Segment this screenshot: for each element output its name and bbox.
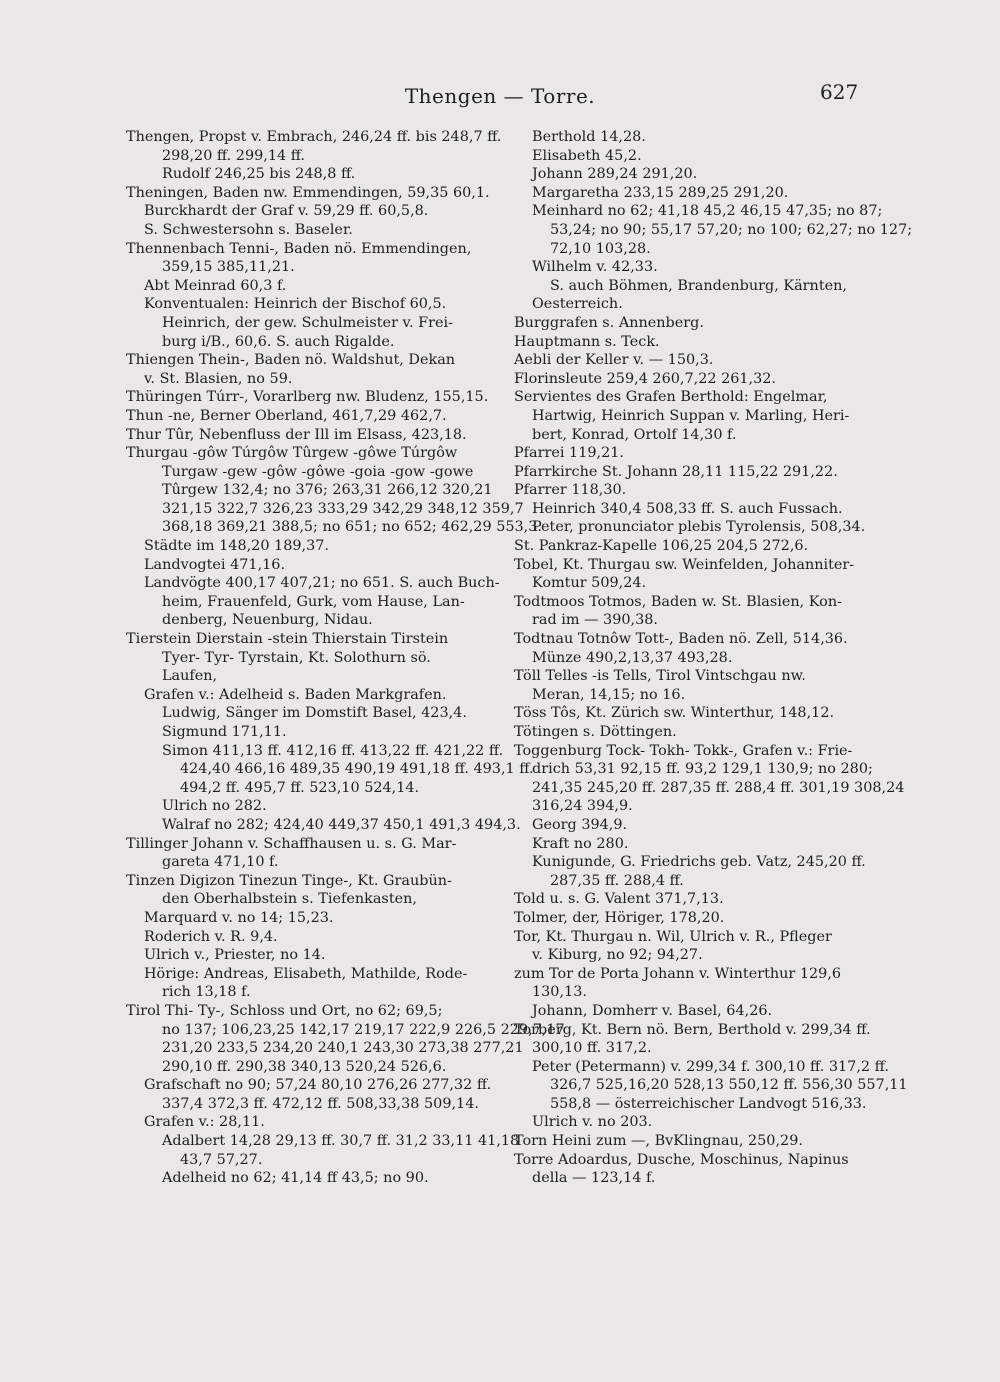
index-entry-line: burg i/B., 60,6. S. auch Rigalde. bbox=[162, 333, 395, 350]
index-entry-line: 231,20 233,5 234,20 240,1 243,30 273,38 277,21 bbox=[162, 1040, 524, 1057]
index-entry-line: Torberg, Kt. Bern nö. Bern, Berthold v. 299,34 ff. bbox=[514, 1021, 871, 1038]
index-entry-line: 290,10 ff. 290,38 340,13 520,24 526,6. bbox=[162, 1058, 447, 1075]
index-entry-line: no 137; 106,23,25 142,17 219,17 222,9 226,5 229,7,17 bbox=[162, 1021, 565, 1038]
index-entry-line: Told u. s. G. Valent 371,7,13. bbox=[514, 891, 724, 908]
index-entry-line: Rudolf 246,25 bis 248,8 ff. bbox=[162, 166, 356, 183]
index-entry-line: Heinrich 340,4 508,33 ff. S. auch Fussach. bbox=[532, 500, 843, 517]
index-entry-line: 300,10 ff. 317,2. bbox=[532, 1040, 652, 1057]
index-entry-line: Todtnau Totnôw Tott-, Baden nö. Zell, 514,36. bbox=[514, 631, 848, 648]
index-entry-line: 359,15 385,11,21. bbox=[162, 259, 295, 276]
index-entry-line: Roderich v. R. 9,4. bbox=[144, 928, 278, 945]
index-entry-line: Ulrich no 282. bbox=[162, 798, 267, 815]
index-entry-line: Thüringen Túrr-, Vorarlberg nw. Bludenz, 155,15. bbox=[126, 389, 489, 406]
index-entry-line: Töll Telles -is Tells, Tirol Vintschgau nw. bbox=[514, 668, 806, 685]
index-entry-line: Thurgau -gôw Túrgôw Tûrgew -gôwe Túrgôw bbox=[126, 445, 458, 462]
index-entry-line: Tobel, Kt. Thurgau sw. Weinfelden, Johanniter- bbox=[514, 556, 855, 573]
index-entry-line: Laufen, bbox=[162, 668, 218, 685]
index-entry-line: Tillinger Johann v. Schaffhausen u. s. G. Mar- bbox=[126, 835, 457, 852]
index-entry-line: 130,13. bbox=[532, 984, 587, 1001]
index-entry-line: Tyer- Tyr- Tyrstain, Kt. Solothurn sö. bbox=[162, 649, 431, 666]
index-entry-line: S. Schwestersohn s. Baseler. bbox=[144, 221, 353, 238]
index-entry-line: 326,7 525,16,20 528,13 550,12 ff. 556,30 557,11 bbox=[550, 1077, 908, 1094]
index-entry-line: S. auch Böhmen, Brandenburg, Kärnten, bbox=[550, 277, 847, 294]
index-entry-line: Thennenbach Tenni-, Baden nö. Emmendingen, bbox=[126, 240, 472, 257]
index-entry-line: Hörige: Andreas, Elisabeth, Mathilde, Rode- bbox=[144, 965, 468, 982]
index-entry-line: Landvögte 400,17 407,21; no 651. S. auch Buch- bbox=[144, 575, 500, 592]
index-entry-line: zum Tor de Porta Johann v. Winterthur 129,6 bbox=[514, 965, 842, 982]
index-entry-line: Georg 394,9. bbox=[532, 816, 628, 833]
index-entry-line: Adelheid no 62; 41,14 ff 43,5; no 90. bbox=[162, 1170, 429, 1187]
index-entry-line: Thur Tûr, Nebenfluss der Ill im Elsass, 423,18. bbox=[126, 426, 467, 443]
index-entry-line: Ludwig, Sänger im Domstift Basel, 423,4. bbox=[162, 705, 467, 722]
index-entry-line: Johann, Domherr v. Basel, 64,26. bbox=[532, 1002, 773, 1019]
index-entry-line: Thiengen Thein-, Baden nö. Waldshut, Dekan bbox=[126, 352, 456, 369]
index-entry-line: 424,40 466,16 489,35 490,19 491,18 ff. 493,1 ff. bbox=[180, 761, 534, 778]
index-entry-line: Marquard v. no 14; 15,23. bbox=[144, 909, 334, 926]
index-entry-line: 53,24; no 90; 55,17 57,20; no 100; 62,27; no 127; bbox=[550, 221, 913, 238]
index-entry-line: denberg, Neuenburg, Nidau. bbox=[162, 612, 373, 629]
index-entry-line: Thengen, Propst v. Embrach, 246,24 ff. bis 248,7 ff. bbox=[126, 129, 502, 145]
index-entry-line: Tolmer, der, Höriger, 178,20. bbox=[514, 909, 725, 926]
index-entry-line: Florinsleute 259,4 260,7,22 261,32. bbox=[514, 370, 777, 387]
index-entry-line: 43,7 57,27. bbox=[180, 1151, 263, 1168]
index-entry-line: Pfarrei 119,21. bbox=[514, 445, 624, 462]
index-entry-line: 298,20 ff. 299,14 ff. bbox=[162, 147, 305, 164]
index-entry-line: rich 13,18 f. bbox=[162, 984, 251, 1001]
index-entry-line: Abt Meinrad 60,3 f. bbox=[144, 277, 287, 294]
index-entry-line: Todtmoos Totmos, Baden w. St. Blasien, Kon- bbox=[514, 593, 842, 610]
index-entry-line: Elisabeth 45,2. bbox=[532, 147, 642, 164]
index-entry-line: Meinhard no 62; 41,18 45,2 46,15 47,35; no 87; bbox=[532, 203, 883, 220]
index-entry-line: Thun -ne, Berner Oberland, 461,7,29 462,7. bbox=[126, 407, 447, 424]
index-entry-line: Konventualen: Heinrich der Bischof 60,5. bbox=[144, 296, 447, 313]
index-entry-line: gareta 471,10 f. bbox=[162, 854, 279, 871]
index-entry-line: Peter (Petermann) v. 299,34 f. 300,10 ff. 317,2 ff. bbox=[532, 1058, 889, 1075]
index-entry-line: 287,35 ff. 288,4 ff. bbox=[550, 872, 684, 889]
page-header-title: Thengen — Torre. bbox=[404, 84, 596, 108]
index-entry-line: Hauptmann s. Teck. bbox=[514, 333, 660, 350]
index-entry-line: 337,4 372,3 ff. 472,12 ff. 508,33,38 509,14. bbox=[162, 1095, 479, 1112]
index-entry-line: drich 53,31 92,15 ff. 93,2 129,1 130,9; no 280; bbox=[532, 761, 873, 778]
index-entry-line: Oesterreich. bbox=[532, 296, 623, 313]
index-entry-line: Landvogtei 471,16. bbox=[144, 556, 286, 573]
index-entry-line: Tûrgew 132,4; no 376; 263,31 266,12 320,21 bbox=[162, 482, 493, 499]
index-entry-line: Turgaw -gew -gôw -gôwe -goia -gow -gowe bbox=[162, 463, 474, 480]
index-entry-line: Tinzen Digizon Tinezun Tinge-, Kt. Graubün- bbox=[126, 872, 452, 889]
index-entry-line: Torre Adoardus, Dusche, Moschinus, Napinus bbox=[514, 1151, 849, 1168]
index-entry-line: Burckhardt der Graf v. 59,29 ff. 60,5,8. bbox=[144, 203, 429, 220]
index-entry-line: Grafen v.: Adelheid s. Baden Markgrafen. bbox=[144, 686, 447, 703]
index-entry-line: Pfarrer 118,30. bbox=[514, 482, 627, 499]
index-entry-line: Wilhelm v. 42,33. bbox=[532, 259, 658, 276]
index-entry-line: 316,24 394,9. bbox=[532, 798, 633, 815]
index-entry-line: Burggrafen s. Annenberg. bbox=[514, 314, 704, 331]
index-entry-line: Städte im 148,20 189,37. bbox=[144, 538, 329, 555]
index-entry-line: 72,10 103,28. bbox=[550, 240, 651, 257]
index-entry-line: Adalbert 14,28 29,13 ff. 30,7 ff. 31,2 33,11 41,18 bbox=[162, 1133, 520, 1150]
index-entry-line: Theningen, Baden nw. Emmendingen, 59,35 60,1. bbox=[126, 184, 490, 201]
index-entry-line: Sigmund 171,11. bbox=[162, 724, 287, 740]
index-entry-line: 241,35 245,20 ff. 287,35 ff. 288,4 ff. 301,19 308,24 bbox=[532, 779, 905, 796]
index-entry-line: Peter, pronunciator plebis Tyrolensis, 508,34. bbox=[532, 519, 866, 536]
index-entry-line: Aebli der Keller v. — 150,3. bbox=[514, 352, 714, 369]
index-entry-line: Servientes des Grafen Berthold: Engelmar, bbox=[514, 389, 828, 406]
index-entry-line: Meran, 14,15; no 16. bbox=[532, 686, 686, 703]
index-entry-line: Johann 289,24 291,20. bbox=[532, 166, 698, 183]
index-entry-line: Ulrich v., Priester, no 14. bbox=[144, 947, 326, 964]
index-entry-line: 368,18 369,21 388,5; no 651; no 652; 462,29 553,3. bbox=[162, 519, 542, 536]
index-entry-line: Hartwig, Heinrich Suppan v. Marling, Heri- bbox=[532, 407, 850, 424]
index-entry-line: della — 123,14 f. bbox=[532, 1170, 656, 1187]
index-entry-line: 494,2 ff. 495,7 ff. 523,10 524,14. bbox=[180, 779, 420, 796]
index-entry-line: Komtur 509,24. bbox=[532, 575, 647, 592]
index-entry-line: Tierstein Dierstain -stein Thierstain Tirstein bbox=[126, 631, 449, 648]
index-entry-line: heim, Frauenfeld, Gurk, vom Hause, Lan- bbox=[162, 593, 465, 610]
index-entry-line: Toggenburg Tock- Tokh- Tokk-, Grafen v.: Frie- bbox=[514, 742, 853, 759]
index-entry-line: den Oberhalbstein s. Tiefenkasten, bbox=[162, 891, 417, 908]
index-entry-line: Kraft no 280. bbox=[532, 835, 629, 852]
index-entry-line: Kunigunde, G. Friedrichs geb. Vatz, 245,20 ff. bbox=[532, 854, 866, 871]
index-entry-line: Grafen v.: 28,11. bbox=[144, 1114, 265, 1131]
index-entry-line: v. St. Blasien, no 59. bbox=[144, 370, 293, 387]
right-column bbox=[514, 128, 913, 1188]
index-entry-line: Torn Heini zum —, BvKlingnau, 250,29. bbox=[514, 1133, 803, 1150]
index-entry-line: 321,15 322,7 326,23 333,29 342,29 348,12 359,7 bbox=[162, 500, 524, 517]
page-number: 627 bbox=[820, 80, 859, 104]
index-entry-line: Berthold 14,28. bbox=[532, 129, 646, 145]
index-entry-line: rad im — 390,38. bbox=[532, 612, 658, 629]
index-entry-line: 558,8 — österreichischer Landvogt 516,33. bbox=[550, 1095, 867, 1112]
index-entry-line: Margaretha 233,15 289,25 291,20. bbox=[532, 184, 789, 201]
index-entry-line: Tötingen s. Döttingen. bbox=[514, 724, 677, 740]
index-entry-line: Simon 411,13 ff. 412,16 ff. 413,22 ff. 421,22 ff. bbox=[162, 742, 504, 759]
index-entry-line: Heinrich, der gew. Schulmeister v. Frei- bbox=[162, 314, 453, 331]
index-entry-line: Tirol Thi- Ty-, Schloss und Ort, no 62; 69,5; bbox=[126, 1002, 443, 1019]
index-entry-line: v. Kiburg, no 92; 94,27. bbox=[532, 947, 703, 964]
index-entry-line: Pfarrkirche St. Johann 28,11 115,22 291,22. bbox=[514, 463, 838, 480]
index-entry-line: Grafschaft no 90; 57,24 80,10 276,26 277,32 ff. bbox=[144, 1077, 492, 1094]
index-entry-line: St. Pankraz-Kapelle 106,25 204,5 272,6. bbox=[514, 538, 809, 555]
index-entry-line: Walraf no 282; 424,40 449,37 450,1 491,3 494,3. bbox=[162, 816, 521, 833]
index-entry-line: Münze 490,2,13,37 493,28. bbox=[532, 649, 733, 666]
index-entry-line: Tor, Kt. Thurgau n. Wil, Ulrich v. R., Pfleger bbox=[514, 928, 832, 945]
index-entry-line: bert, Konrad, Ortolf 14,30 f. bbox=[532, 426, 737, 443]
index-entry-line: Töss Tôs, Kt. Zürich sw. Winterthur, 148,12. bbox=[514, 705, 835, 722]
index-entry-line: Ulrich v. no 203. bbox=[532, 1114, 653, 1131]
